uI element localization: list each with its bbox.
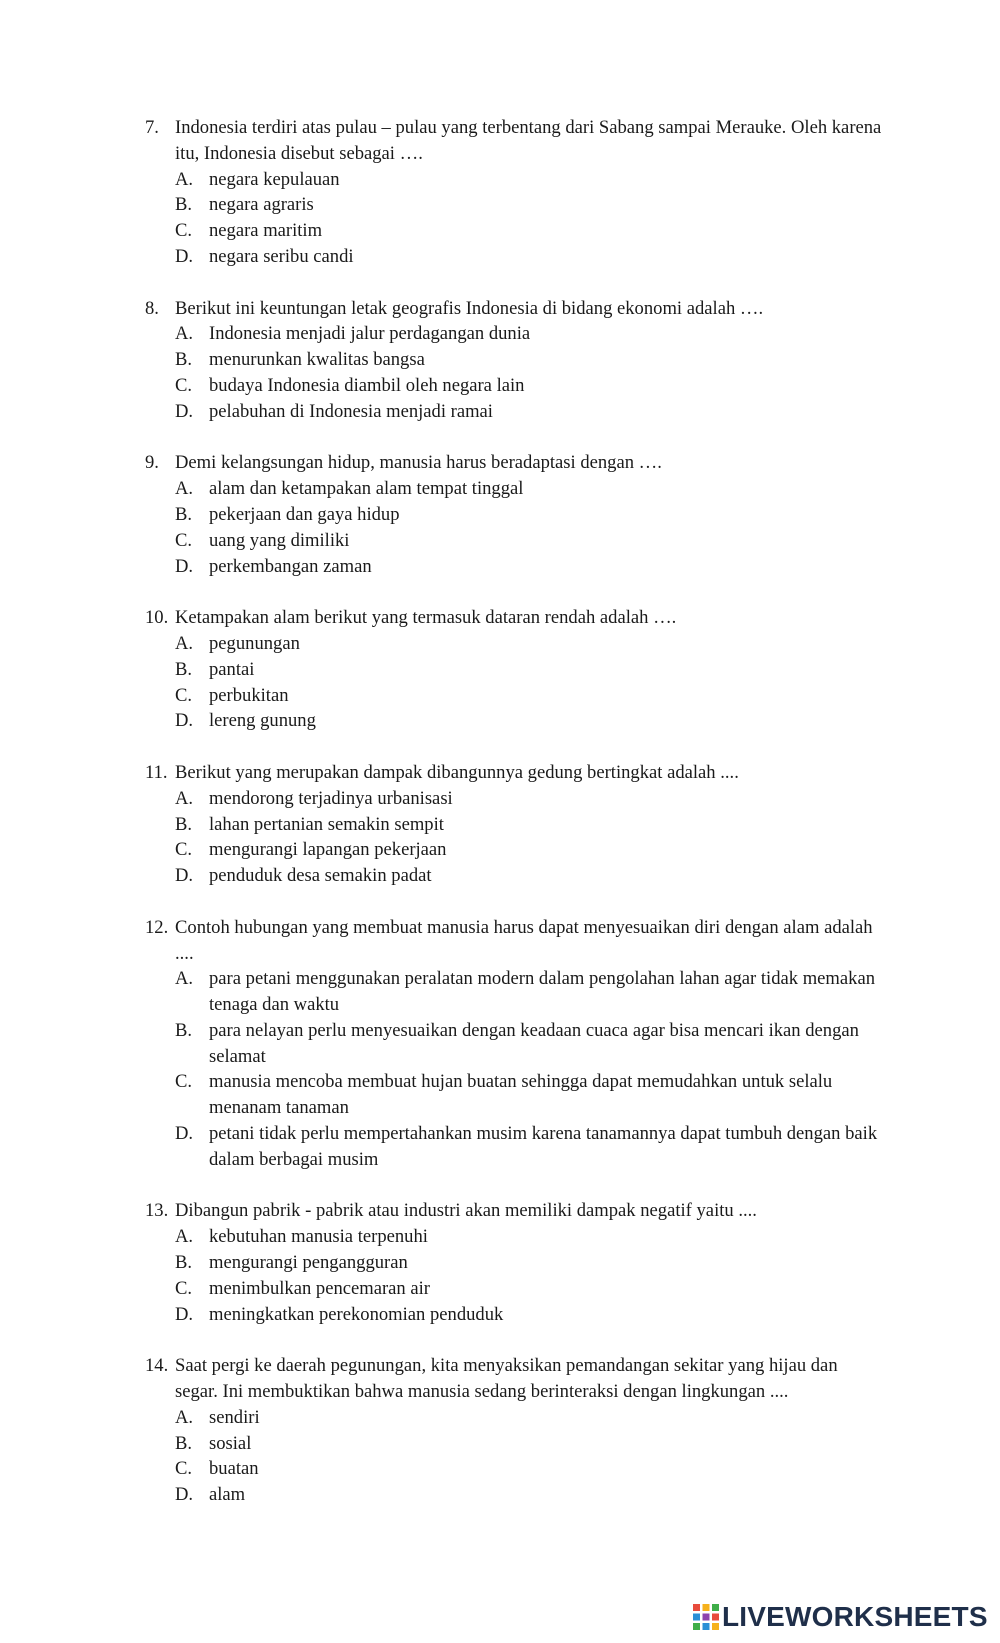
answer-options	[175, 1224, 885, 1327]
answer-option	[175, 476, 885, 502]
answer-option	[175, 683, 885, 709]
option-text: alam dan ketampakan alam tempat tinggal	[209, 478, 524, 500]
option-text: budaya Indonesia diambil oleh negara lain	[209, 374, 525, 396]
option-letter: A.	[175, 323, 194, 345]
answer-option	[175, 1121, 885, 1173]
option-letter: B.	[175, 1019, 193, 1041]
question-number: 12.	[145, 916, 169, 938]
option-text: negara agraris	[209, 194, 314, 216]
option-text: perkembangan zaman	[209, 555, 372, 577]
option-letter: B.	[175, 1432, 193, 1454]
question-number: 8.	[145, 297, 159, 319]
question-text: Berikut yang merupakan dampak dibangunnya gedung bertingkat adalah ....	[175, 761, 739, 783]
option-text: Indonesia menjadi jalur perdagangan dunia	[209, 323, 531, 345]
answer-option	[175, 1276, 885, 1302]
question-item	[145, 915, 885, 1173]
option-letter: D.	[175, 865, 194, 887]
answer-options	[175, 966, 885, 1172]
answer-option	[175, 1224, 885, 1250]
option-letter: C.	[175, 1071, 193, 1093]
option-letter: D.	[175, 555, 194, 577]
option-text: mengurangi lapangan pekerjaan	[209, 839, 447, 861]
liveworksheets-logo-icon	[693, 1604, 719, 1630]
option-letter: B.	[175, 194, 193, 216]
option-letter: A.	[175, 1406, 194, 1428]
answer-option	[175, 863, 885, 889]
question-row	[145, 915, 885, 967]
option-letter: D.	[175, 400, 194, 422]
question-row	[145, 1198, 885, 1224]
answer-option	[175, 1431, 885, 1457]
option-text: menimbulkan pencemaran air	[209, 1277, 430, 1299]
answer-option	[175, 244, 885, 270]
option-text: manusia mencoba membuat hujan buatan sehingga dapat memudahkan untuk selalu menanam tanaman	[209, 1071, 833, 1119]
option-text: negara maritim	[209, 220, 323, 242]
option-text: sendiri	[209, 1406, 260, 1428]
question-number: 9.	[145, 452, 159, 474]
option-letter: C.	[175, 1277, 193, 1299]
question-row	[145, 1353, 885, 1405]
option-letter: B.	[175, 1252, 193, 1274]
option-text: petani tidak perlu mempertahankan musim karena tanamannya dapat tumbuh dengan baik dalam berbagai musim	[209, 1123, 878, 1170]
question-item	[145, 605, 885, 734]
option-letter: A.	[175, 1226, 194, 1248]
answer-option	[175, 554, 885, 580]
question-number: 10.	[145, 607, 169, 629]
option-letter: C.	[175, 220, 193, 242]
option-text: perbukitan	[209, 684, 289, 706]
answer-option	[175, 321, 885, 347]
answer-option	[175, 528, 885, 554]
option-letter: D.	[175, 1484, 194, 1506]
question-text: Berikut ini keuntungan letak geografis Indonesia di bidang ekonomi adalah ….	[175, 297, 764, 319]
answer-option	[175, 1018, 885, 1070]
answer-option	[175, 708, 885, 734]
option-text: pegunungan	[209, 632, 300, 654]
answer-option	[175, 1405, 885, 1431]
question-item	[145, 1353, 885, 1508]
option-letter: D.	[175, 245, 194, 267]
answer-option	[175, 657, 885, 683]
option-text: meningkatkan perekonomian penduduk	[209, 1303, 504, 1325]
question-row	[145, 605, 885, 631]
option-text: sosial	[209, 1432, 252, 1454]
option-letter: D.	[175, 710, 194, 732]
answer-option	[175, 1456, 885, 1482]
option-text: penduduk desa semakin padat	[209, 865, 432, 887]
answer-options	[175, 476, 885, 579]
answer-option	[175, 1250, 885, 1276]
option-letter: B.	[175, 503, 193, 525]
answer-option	[175, 192, 885, 218]
answer-option	[175, 966, 885, 1018]
option-text: menurunkan kwalitas bangsa	[209, 349, 425, 371]
question-list	[145, 115, 885, 1534]
option-text: para nelayan perlu menyesuaikan dengan keadaan cuaca agar bisa mencari ikan dengan selamat	[209, 1019, 859, 1067]
question-text: Demi kelangsungan hidup, manusia harus beradaptasi dengan ….	[175, 452, 662, 474]
answer-option	[175, 167, 885, 193]
answer-option	[175, 837, 885, 863]
question-item	[145, 760, 885, 889]
question-row	[145, 450, 885, 476]
question-row	[145, 760, 885, 786]
answer-option	[175, 1069, 885, 1121]
option-letter: A.	[175, 478, 194, 500]
question-text: Contoh hubungan yang membuat manusia harus dapat menyesuaikan diri dengan alam adalah ....	[175, 916, 873, 964]
option-letter: C.	[175, 684, 193, 706]
option-text: alam	[209, 1484, 246, 1506]
option-letter: B.	[175, 349, 193, 371]
option-letter: A.	[175, 632, 194, 654]
answer-options	[175, 167, 885, 270]
option-text: lahan pertanian semakin sempit	[209, 813, 444, 835]
question-text: Saat pergi ke daerah pegunungan, kita menyaksikan pemandangan sekitar yang hijau dan segar. Ini membuktikan bahwa manusia sedang berinteraksi dengan lingkungan ....	[175, 1355, 838, 1403]
option-letter: D.	[175, 1123, 194, 1145]
question-text: Ketampakan alam berikut yang termasuk dataran rendah adalah ….	[175, 607, 677, 629]
question-number: 14.	[145, 1355, 169, 1377]
option-letter: A.	[175, 168, 194, 190]
answer-option	[175, 1302, 885, 1328]
question-number: 13.	[145, 1200, 169, 1222]
question-item	[145, 296, 885, 425]
option-text: negara kepulauan	[209, 168, 340, 190]
answer-option	[175, 399, 885, 425]
option-letter: C.	[175, 1458, 193, 1480]
question-row	[145, 296, 885, 322]
option-text: mendorong terjadinya urbanisasi	[209, 787, 453, 809]
option-text: kebutuhan manusia terpenuhi	[209, 1226, 428, 1248]
liveworksheets-logo	[693, 1601, 988, 1633]
option-letter: C.	[175, 839, 193, 861]
answer-options	[175, 1405, 885, 1508]
option-letter: B.	[175, 658, 193, 680]
answer-option	[175, 1482, 885, 1508]
answer-option	[175, 631, 885, 657]
option-text: pantai	[209, 658, 255, 680]
option-letter: A.	[175, 787, 194, 809]
question-item	[145, 1198, 885, 1327]
question-text: Dibangun pabrik - pabrik atau industri akan memiliki dampak negatif yaitu ....	[175, 1200, 757, 1222]
question-number: 11.	[145, 761, 168, 783]
answer-option	[175, 373, 885, 399]
answer-options	[175, 786, 885, 889]
answer-option	[175, 786, 885, 812]
logo-text: LIVEWORKSHEETS	[722, 1601, 988, 1632]
option-text: mengurangi pengangguran	[209, 1252, 408, 1274]
option-letter: C.	[175, 529, 193, 551]
answer-option	[175, 347, 885, 373]
option-text: lereng gunung	[209, 710, 316, 732]
answer-options	[175, 321, 885, 424]
question-row	[145, 115, 885, 167]
question-text: Indonesia terdiri atas pulau – pulau yang terbentang dari Sabang sampai Merauke. Oleh karena itu, Indonesia disebut sebagai ….	[175, 117, 882, 164]
answer-option	[175, 218, 885, 244]
question-item	[145, 450, 885, 579]
answer-options	[175, 631, 885, 734]
option-letter: D.	[175, 1303, 194, 1325]
option-text: para petani menggunakan peralatan modern dalam pengolahan lahan agar tidak memakan tenaga dan waktu	[209, 968, 875, 1016]
option-text: buatan	[209, 1458, 259, 1480]
option-letter: A.	[175, 968, 194, 990]
option-text: negara seribu candi	[209, 245, 354, 267]
answer-option	[175, 812, 885, 838]
option-text: uang yang dimiliki	[209, 529, 350, 551]
option-text: pekerjaan dan gaya hidup	[209, 503, 400, 525]
option-text: pelabuhan di Indonesia menjadi ramai	[209, 400, 493, 422]
question-item	[145, 115, 885, 270]
option-letter: B.	[175, 813, 193, 835]
answer-option	[175, 502, 885, 528]
option-letter: C.	[175, 374, 193, 396]
question-number: 7.	[145, 117, 159, 138]
